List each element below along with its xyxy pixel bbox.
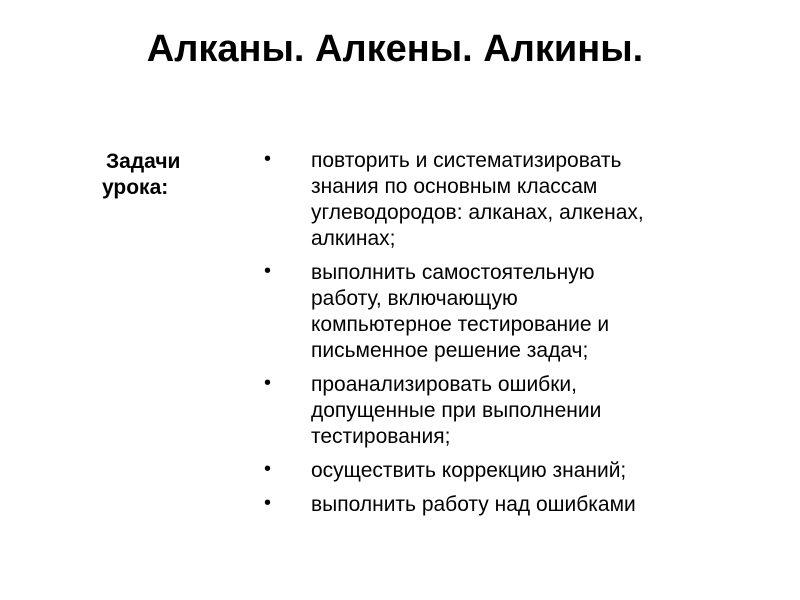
task-item xyxy=(258,148,728,252)
task-text-line: компьютерное тестирование и xyxy=(311,313,610,336)
task-text-line: письменное решение задач; xyxy=(311,339,589,362)
task-text-line: углеводородов: алканах, алкенах, xyxy=(311,201,644,224)
bullet-icon: • xyxy=(264,260,272,282)
task-list xyxy=(258,148,728,526)
bullet-icon: • xyxy=(264,372,272,394)
bullet-icon: • xyxy=(264,458,272,480)
lesson-tasks-label-line1: Задачи xyxy=(106,150,181,173)
task-text-line: алкинах; xyxy=(311,227,396,250)
task-item xyxy=(258,260,728,364)
task-text-line: допущенные при выполнении xyxy=(311,399,602,422)
task-text-line: знания по основным классам xyxy=(311,175,598,198)
task-item xyxy=(258,458,728,484)
task-text-line: тестирования; xyxy=(311,425,451,448)
task-text-line: повторить и систематизировать xyxy=(311,149,622,172)
task-text-line: работу, включающую xyxy=(311,287,518,310)
lesson-tasks-label-line2: урока: xyxy=(102,176,169,199)
task-text-line: выполнить работу над ошибками xyxy=(311,493,636,516)
bullet-icon: • xyxy=(264,492,272,514)
task-item xyxy=(258,372,728,450)
slide-title: Алканы. Алкены. Алкины. xyxy=(146,28,644,70)
task-text-line: проанализировать ошибки, xyxy=(311,373,577,396)
task-text-line: осуществить коррекцию знаний; xyxy=(311,459,627,482)
task-item xyxy=(258,492,728,518)
task-text-line: выполнить самостоятельную xyxy=(311,261,595,284)
lesson-tasks-label xyxy=(102,149,222,201)
bullet-icon: • xyxy=(264,148,272,170)
